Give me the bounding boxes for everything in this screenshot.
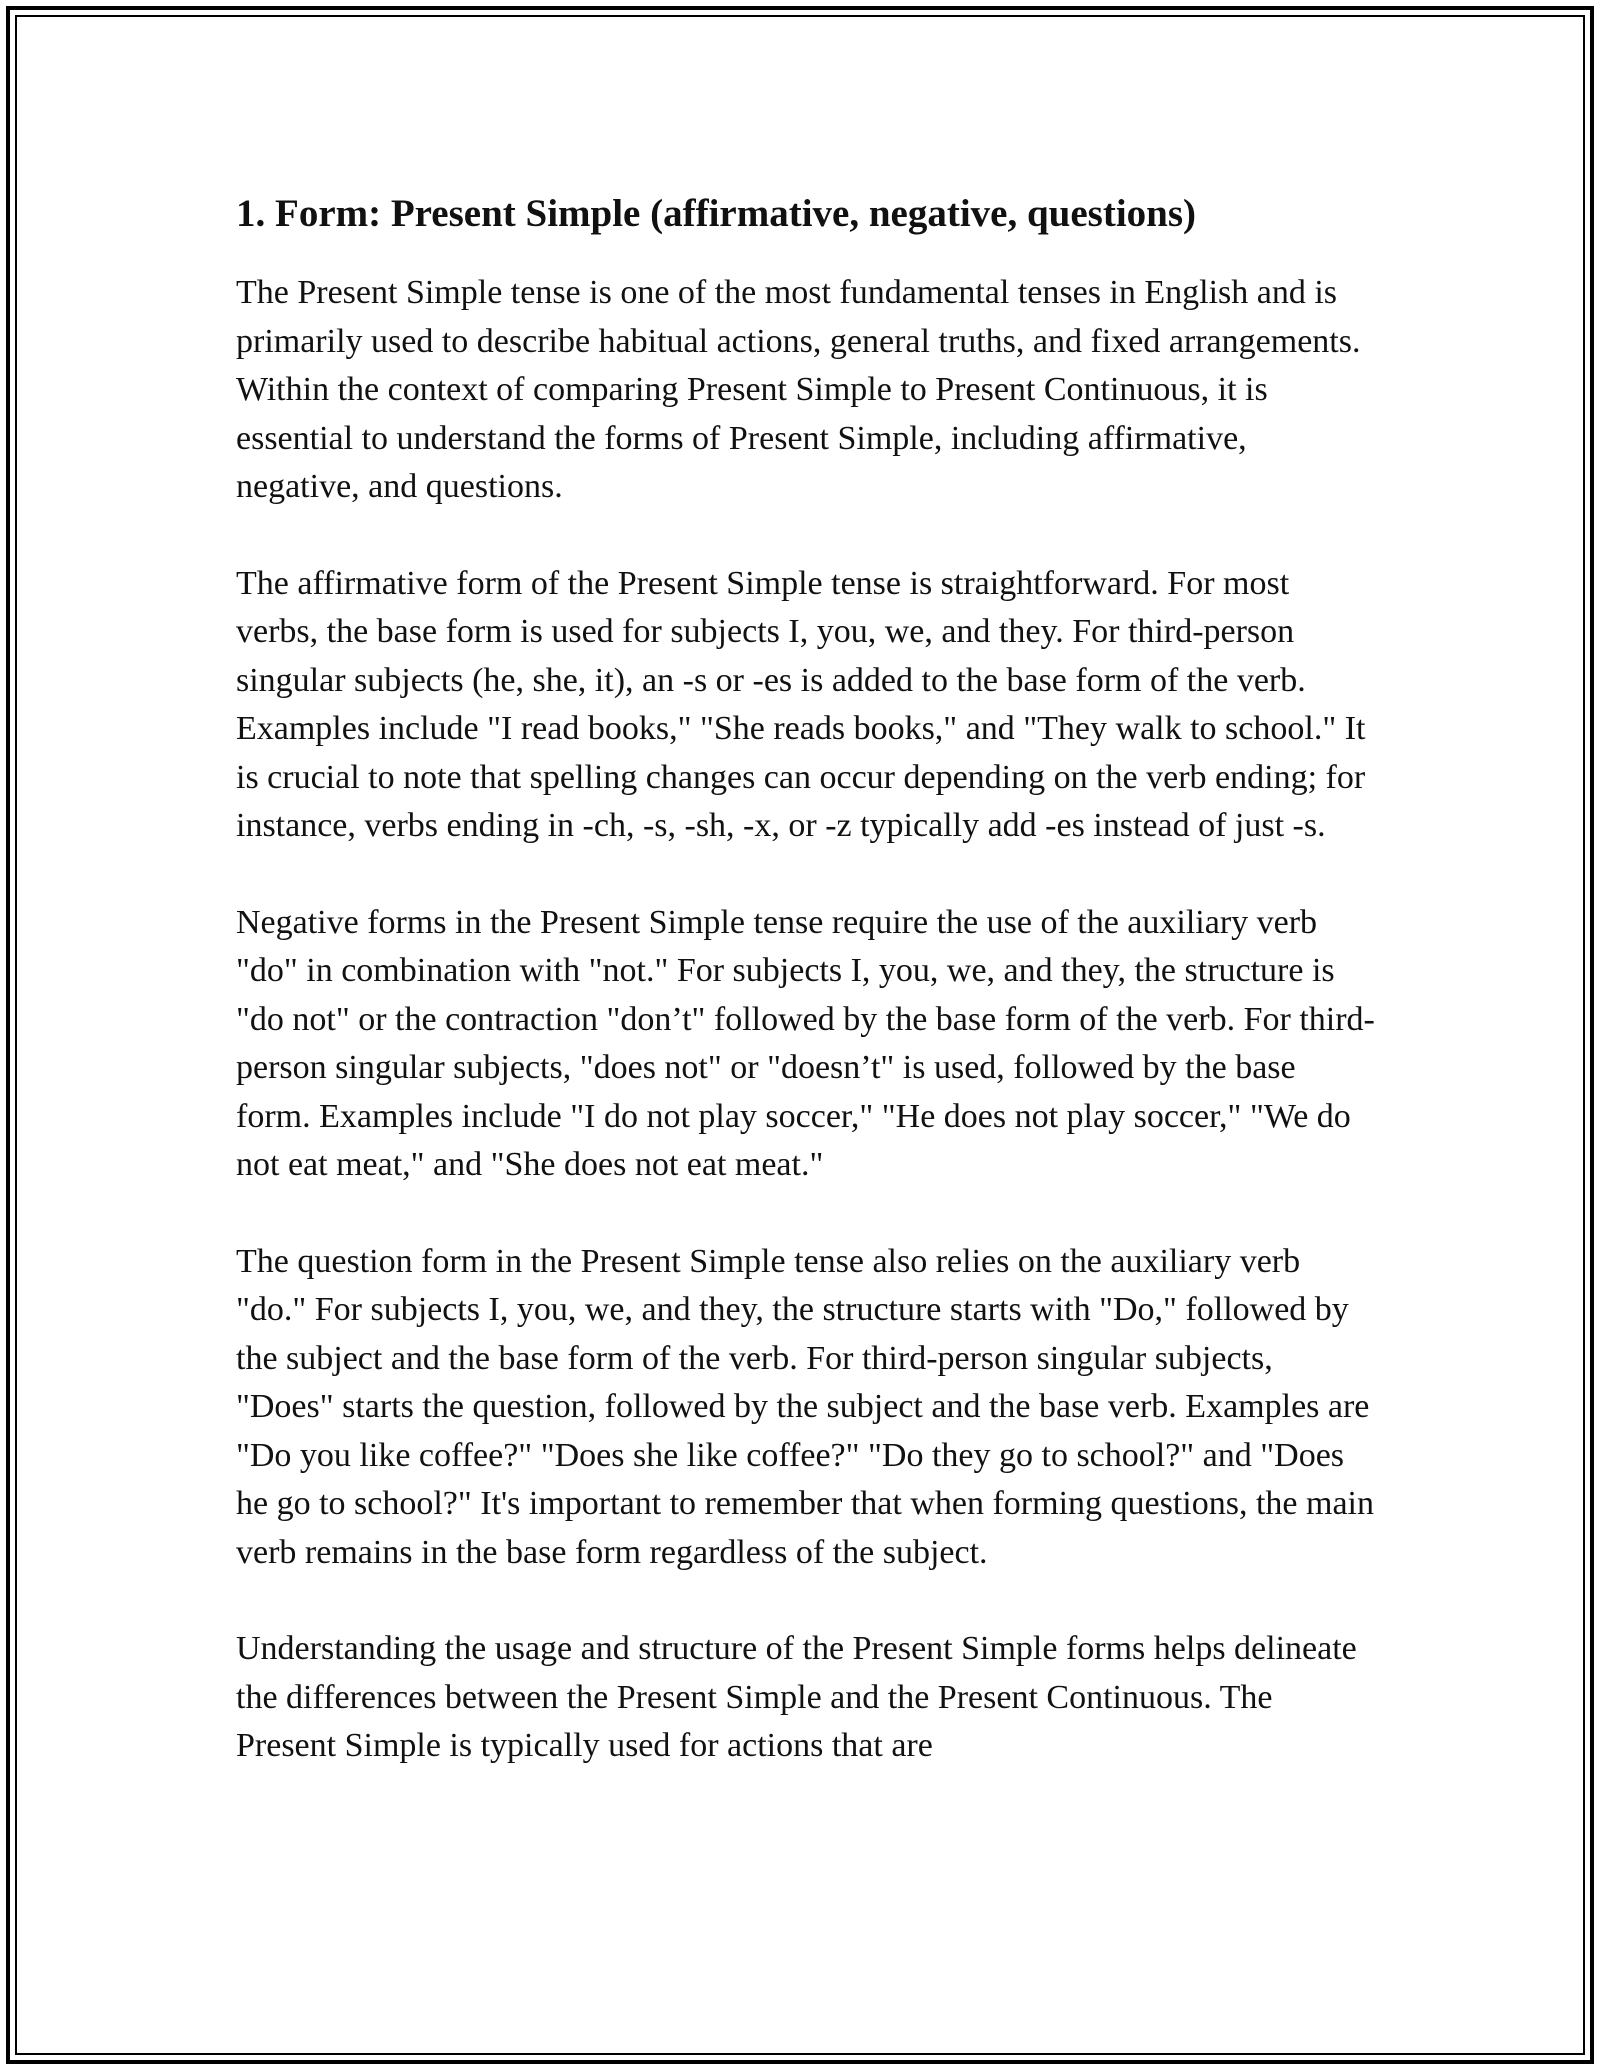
paragraph-questions: The question form in the Present Simple tense also relies on the auxiliary verb "do." For subjects I, you, we, and they, the structure starts with "Do," followed by the subject and the base form of the verb. For third-person singular subjects, "Does" starts the question, followed by the subject and the base verb. Examples are "Do you like coffee?" "Does she like coffee?" "Do they go to school?" and "Does he go to school?" It's important to remember that when forming questions, the main verb remains in the base form regardless of the subject.: [236, 1242, 1374, 1571]
paragraph-affirmative: The affirmative form of the Present Simple tense is straightforward. For most verbs, the base form is used for subjects I, you, we, and they. For third-person singular subjects (he, she, it), an -s or -es is added to the base form of the verb. Examples include "I read books," "She reads books," and "They walk to school." It is crucial to note that spelling changes can occur depending on the verb ending; for instance, verbs ending in -ch, -s, -sh, -x, or -z typically add -es instead of just -s.: [236, 564, 1366, 844]
paragraph-intro: The Present Simple tense is one of the most fundamental tenses in English and is primarily used to describe habitual actions, general truths, and fixed arrangements. Within the context of comparing Present Simple to Present Continuous, it is essential to understand the forms of Present Simple, including affirmative, negative, and questions.: [236, 274, 1361, 505]
paragraph-conclusion: Understanding the usage and structure of the Present Simple forms helps delineate the differences between the Present Simple and the Present Continuous. The Present Simple is typically used for actions that are: [236, 1630, 1357, 1764]
document-body: [236, 185, 1376, 1819]
paragraph-negative: Negative forms in the Present Simple tense require the use of the auxiliary verb "do" in combination with "not." For subjects I, you, we, and they, the structure is "do not" or the contraction "don’t" followed by the base form of the verb. For third-person singular subjects, "does not" or "doesn’t" is used, followed by the base form. Examples include "I do not play soccer," "He does not play soccer," "We do not eat meat," and "She does not eat meat.": [236, 903, 1375, 1183]
section-heading: 1. Form: Present Simple (affirmative, negative, questions): [236, 192, 1197, 235]
